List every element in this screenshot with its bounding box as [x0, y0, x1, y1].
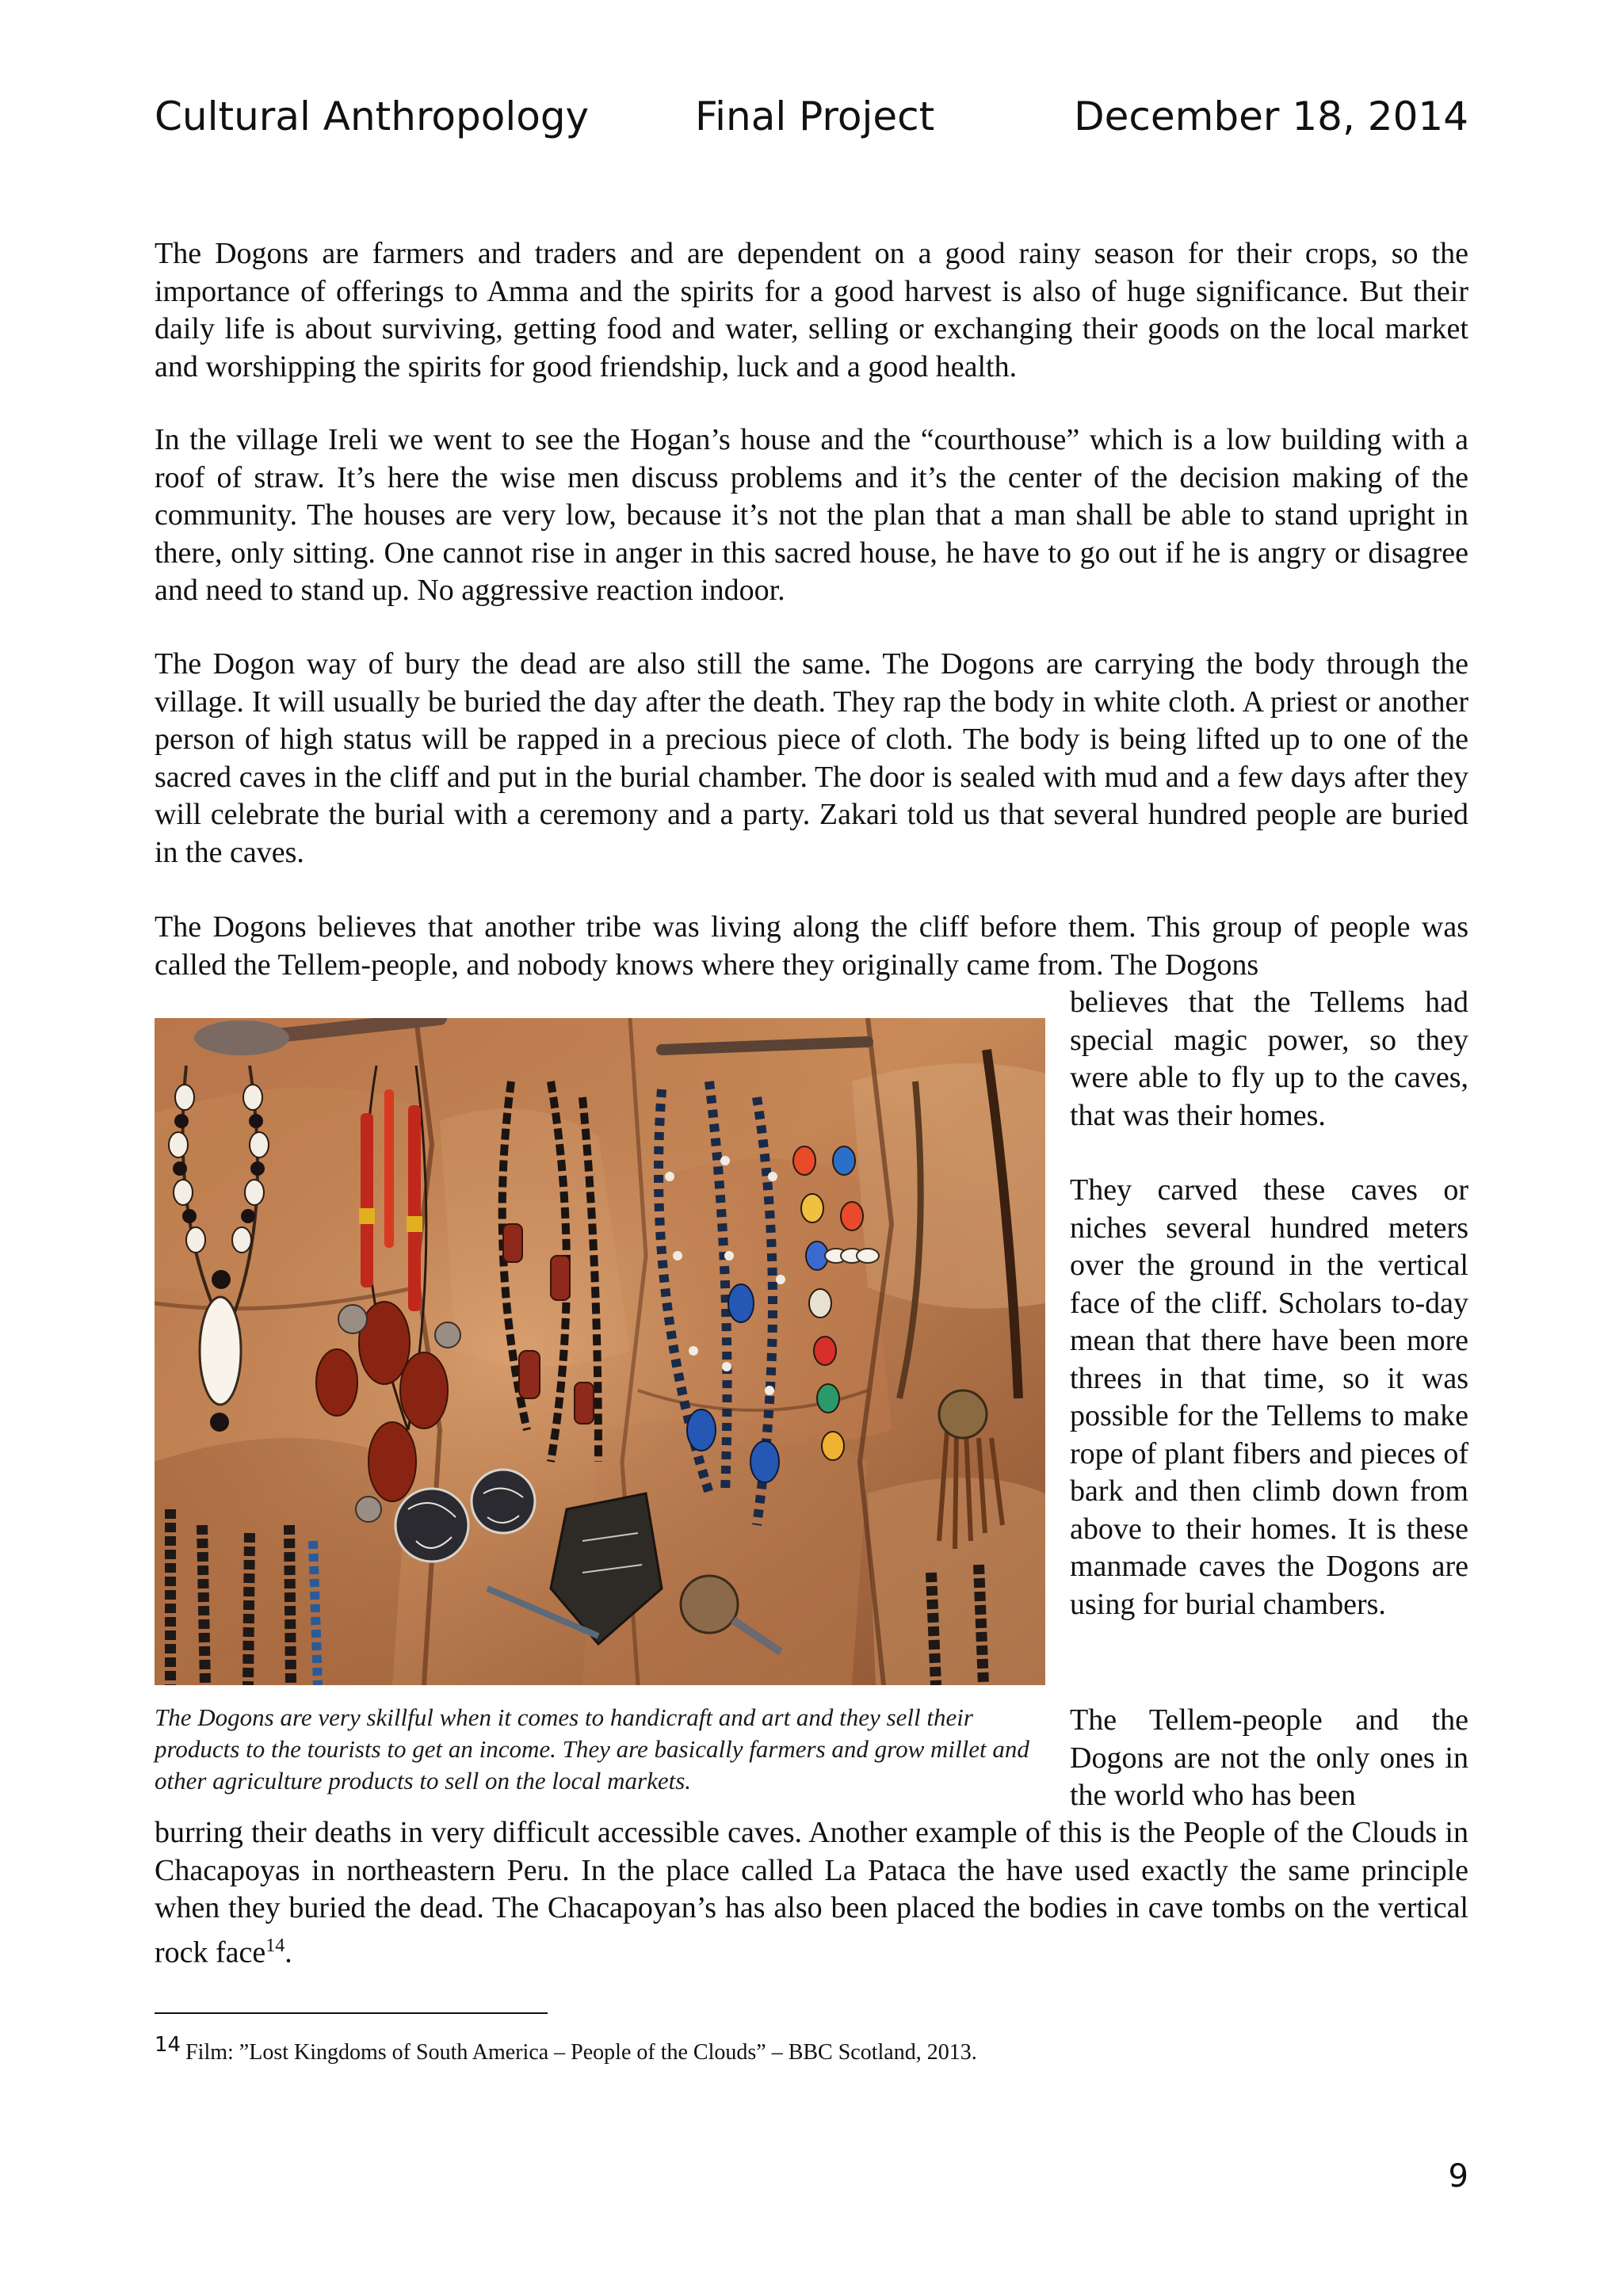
paragraph-other-cultures-start: The Tellem-people and the Dogons are not the only ones in the world who has been — [1070, 1703, 1468, 1812]
footnote-text: Film: ”Lost Kingdoms of South America – People of the Clouds” – BBC Scotland, 2013. — [185, 2040, 977, 2065]
paragraph-tellem-magic: believes that the Tellems had special magic power, so they were able to fly up to the caves, that was their homes. — [1070, 986, 1468, 1132]
header-project: Final Project — [695, 93, 935, 139]
paragraph-people-of-clouds — [155, 1814, 1468, 1972]
footnote — [155, 2033, 977, 2065]
necklaces-illustration — [155, 1018, 1045, 1685]
photo-caption: The Dogons are very skillful when it comes to handicraft and art and they sell their products to the tourists to get an income. They are basically farmers and grow millet and other agriculture products to sell on the local markets. — [155, 1703, 1029, 1794]
footnote-number: 14 — [155, 2033, 181, 2057]
sentence-end: . — [285, 1936, 292, 1970]
header-date: December 18, 2014 — [1074, 93, 1468, 139]
page-header — [155, 93, 1468, 157]
paragraph-courthouse: In the village Ireli we went to see the Hogan’s house and the “courthouse” which is a low building with a roof of straw. It’s here the wise men discuss problems and it’s the center of the decision making of the community. The houses are very low, because it’s not the plan that a man shall be able to stand upright in there, only sitting. One cannot rise in anger in this sacred house, he have to go out if he is angry or disagree and need to stand up. No aggressive reaction indoor. — [155, 423, 1468, 607]
paragraph-farmers: The Dogons are farmers and traders and are dependent on a good rainy season for their crops, so the importance of offerings to Amma and the spirits for a good harvest is also of huge significance. But their daily life is about surviving, getting food and water, selling or exchanging their goods on the local market and worshipping the spirits for good friendship, luck and a good health. — [155, 237, 1468, 383]
footnote-ref[interactable]: 14 — [265, 1935, 285, 1956]
paragraph-carved-caves: They carved these caves or niches several hundred meters over the ground in the vertical face of the cliff. Scholars to-day mean that there have been more threes in that time, so it was possible for the Tellems to make rope of plant fibers and pieces of bark and then climb down from above to their homes. It is these manmade caves the Dogons are using for burial chambers. — [1070, 1173, 1468, 1621]
paragraph-tellem-intro: The Dogons believes that another tribe was living along the cliff before them. This group of people was called the Tellem-people, and nobody knows where they originally came from. The Dogons — [155, 910, 1468, 982]
people-of-clouds-text: burring their deaths in very difficult accessible caves. Another example of this is the People of the Clouds in Chacapoyas in northeastern Peru. In the place called La Pataca the have used exactly the same principle when they buried the dead. The Chacapoyan’s has also been placed the bodies in cave tombs on the vertical rock face — [155, 1816, 1468, 1970]
footnote-divider — [155, 2012, 548, 2014]
necklaces-photo — [155, 1018, 1045, 1685]
header-course: Cultural Anthropology — [155, 93, 590, 139]
paragraph-burial: The Dogon way of bury the dead are also still the same. The Dogons are carrying the body through the village. It will usually be buried the day after the death. They rap the body in white cloth. A priest or another person of high status will be rapped in a precious piece of cloth. The body is being lifted up to one of the sacred caves in the cliff and put in the burial chamber. The door is sealed with mud and a few days after they will celebrate the burial with a ceremony and a party. Zakari told us that several hundred people are buried in the caves. — [155, 647, 1468, 869]
page-number: 9 — [1448, 2158, 1468, 2195]
